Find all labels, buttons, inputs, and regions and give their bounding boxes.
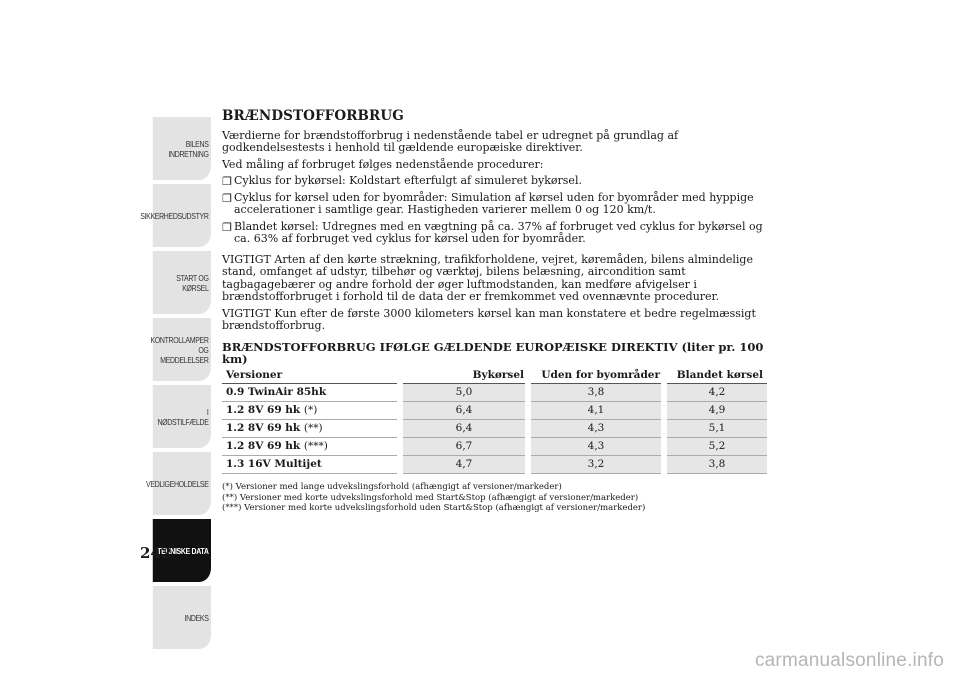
intro-paragraph: Værdierne for brændstofforbrug i nedenstående tabel er udregnet på grundlag af godkendelsestests i henhold til gældende europæiske direktiver. bbox=[222, 128, 679, 154]
fuel-consumption-table bbox=[222, 368, 767, 475]
page-number: 242 bbox=[140, 544, 172, 562]
table-row bbox=[222, 438, 767, 456]
important-note-2: VIGTIGT Kun efter de første 3000 kilometers kørsel kan man konstatere et bedre regelmæssigt brændstofforbrug. bbox=[222, 306, 756, 332]
procedure-text: Cyklus for kørsel uden for byområder: Simulation af kørsel uden for byområder med hyppige accelerationer i samtlige gear. Hastigheden varierer mellem 0 og 120 km/t. bbox=[234, 190, 754, 216]
table-row bbox=[222, 384, 767, 402]
column-header: Versioner bbox=[222, 368, 400, 384]
sidebar-tab-vedligeholdelse[interactable] bbox=[146, 452, 211, 515]
city-value: 6,4 bbox=[400, 420, 528, 438]
city-value: 5,0 bbox=[400, 384, 528, 402]
sidebar-tab-bilens-indretning[interactable] bbox=[153, 117, 211, 180]
checkbox-bullet-icon: ❐ bbox=[222, 175, 232, 188]
footnote: (**) Versioner med korte udvekslingsforhold med Start&Stop (afhængigt af versioner/markeder) bbox=[222, 492, 639, 503]
version-cell bbox=[222, 402, 400, 420]
checkbox-bullet-icon: ❐ bbox=[222, 220, 232, 234]
version-suffix: (*) bbox=[303, 404, 318, 417]
extra-urban-value: 4,3 bbox=[528, 438, 664, 456]
table-row bbox=[222, 420, 767, 438]
version-cell bbox=[222, 384, 400, 402]
version-cell bbox=[222, 420, 400, 438]
sidebar-tab-label: SIKKERHEDSUDSTYR bbox=[140, 210, 209, 221]
sidebar-tab-label: KONTROLLAMPER OG MEDDELELSER bbox=[150, 334, 209, 365]
extra-urban-value: 3,8 bbox=[528, 384, 664, 402]
sidebar-tab-label: VEDLIGEHOLDELSE bbox=[146, 478, 209, 489]
sidebar-tab-label: I NØDSTILFÆLDE bbox=[157, 406, 209, 427]
version-suffix: (**) bbox=[303, 422, 323, 435]
checkbox-bullet-icon: ❐ bbox=[222, 191, 232, 205]
mixed-value: 4,2 bbox=[664, 384, 767, 402]
extra-urban-value: 4,1 bbox=[528, 402, 664, 420]
sidebar-tab-label: BILENS INDRETNING bbox=[168, 138, 209, 159]
table-title: BRÆNDSTOFFORBRUG IFØLGE GÆLDENDE EUROPÆISKE DIREKTIV (liter pr. 100 km) bbox=[222, 339, 764, 366]
sidebar-tab-indeks[interactable] bbox=[153, 586, 211, 649]
column-header: Uden for byområder bbox=[528, 368, 664, 384]
mixed-value: 3,8 bbox=[664, 456, 767, 474]
table-header-row bbox=[222, 368, 767, 384]
procedure-text: Blandet kørsel: Udregnes med en vægtning på ca. 37% af forbruget ved cyklus for bykørsel og ca. 63% af forbruget ved cyklus for kørsel uden for byområder. bbox=[234, 219, 763, 245]
watermark: carmanualsonline.info bbox=[754, 650, 944, 671]
table-row bbox=[222, 402, 767, 420]
mixed-value: 4,9 bbox=[664, 402, 767, 420]
extra-urban-value: 3,2 bbox=[528, 456, 664, 474]
city-value: 4,7 bbox=[400, 456, 528, 474]
sidebar-tab-kontrollamper[interactable] bbox=[150, 318, 211, 381]
list-item bbox=[222, 221, 767, 246]
sidebar-tab-label: TEKNISKE DATA bbox=[157, 545, 209, 556]
version-suffix: (***) bbox=[303, 440, 328, 453]
version-name: 1.2 8V 69 hk bbox=[226, 422, 301, 435]
version-cell bbox=[222, 438, 400, 456]
sidebar-tab-i-nodstilfaelde[interactable] bbox=[153, 385, 211, 448]
column-header: Bykørsel bbox=[400, 368, 528, 384]
important-note-1: VIGTIGT Arten af den kørte strækning, trafikforholdene, vejret, køremåden, bilens almindelige stand, omfanget af udstyr, tilbehør og værktøj, bilens belæsning, aircondition samt tagbagagebærer og andre forhold der øger luftmodstanden, kan medføre afvigelser i brændstofforbruget i forhold til de data der er fremkommet ved ovennævnte procedurer. bbox=[222, 252, 753, 303]
column-header: Blandet kørsel bbox=[664, 368, 767, 384]
footnote: (***) Versioner med korte udvekslingsforhold uden Start&Stop (afhængigt af versioner/markeder) bbox=[222, 503, 646, 513]
procedures-lead: Ved måling af forbruget følges nedenstående procedurer: bbox=[222, 157, 544, 171]
version-cell bbox=[222, 456, 400, 474]
extra-urban-value: 4,3 bbox=[528, 420, 664, 438]
version-name: 0.9 TwinAir 85hk bbox=[226, 386, 327, 399]
sidebar-tab-label: INDEKS bbox=[184, 612, 209, 623]
procedure-text: Cyklus for bykørsel: Koldstart efterfulgt af simuleret bykørsel. bbox=[234, 174, 582, 187]
sidebar-tab-label: START OG KØRSEL bbox=[176, 272, 209, 293]
version-name: 1.2 8V 69 hk bbox=[226, 404, 301, 417]
version-name: 1.2 8V 69 hk bbox=[226, 440, 301, 453]
city-value: 6,7 bbox=[400, 438, 528, 456]
table-footnotes bbox=[222, 482, 767, 514]
sidebar-tab-sikkerhedsudstyr[interactable] bbox=[140, 184, 211, 247]
footnote: (*) Versioner med lange udvekslingsforhold (afhængigt af versioner/markeder) bbox=[222, 482, 562, 492]
list-item bbox=[222, 192, 767, 217]
table-row bbox=[222, 456, 767, 474]
sidebar-tab-start-og-korsel[interactable] bbox=[153, 251, 211, 314]
mixed-value: 5,1 bbox=[664, 420, 767, 438]
city-value: 6,4 bbox=[400, 402, 528, 420]
section-title: BRÆNDSTOFFORBRUG bbox=[222, 108, 404, 124]
version-name: 1.3 16V Multijet bbox=[226, 458, 322, 471]
mixed-value: 5,2 bbox=[664, 438, 767, 456]
list-item bbox=[222, 175, 767, 188]
main-content bbox=[222, 110, 767, 514]
procedure-list bbox=[222, 175, 767, 246]
